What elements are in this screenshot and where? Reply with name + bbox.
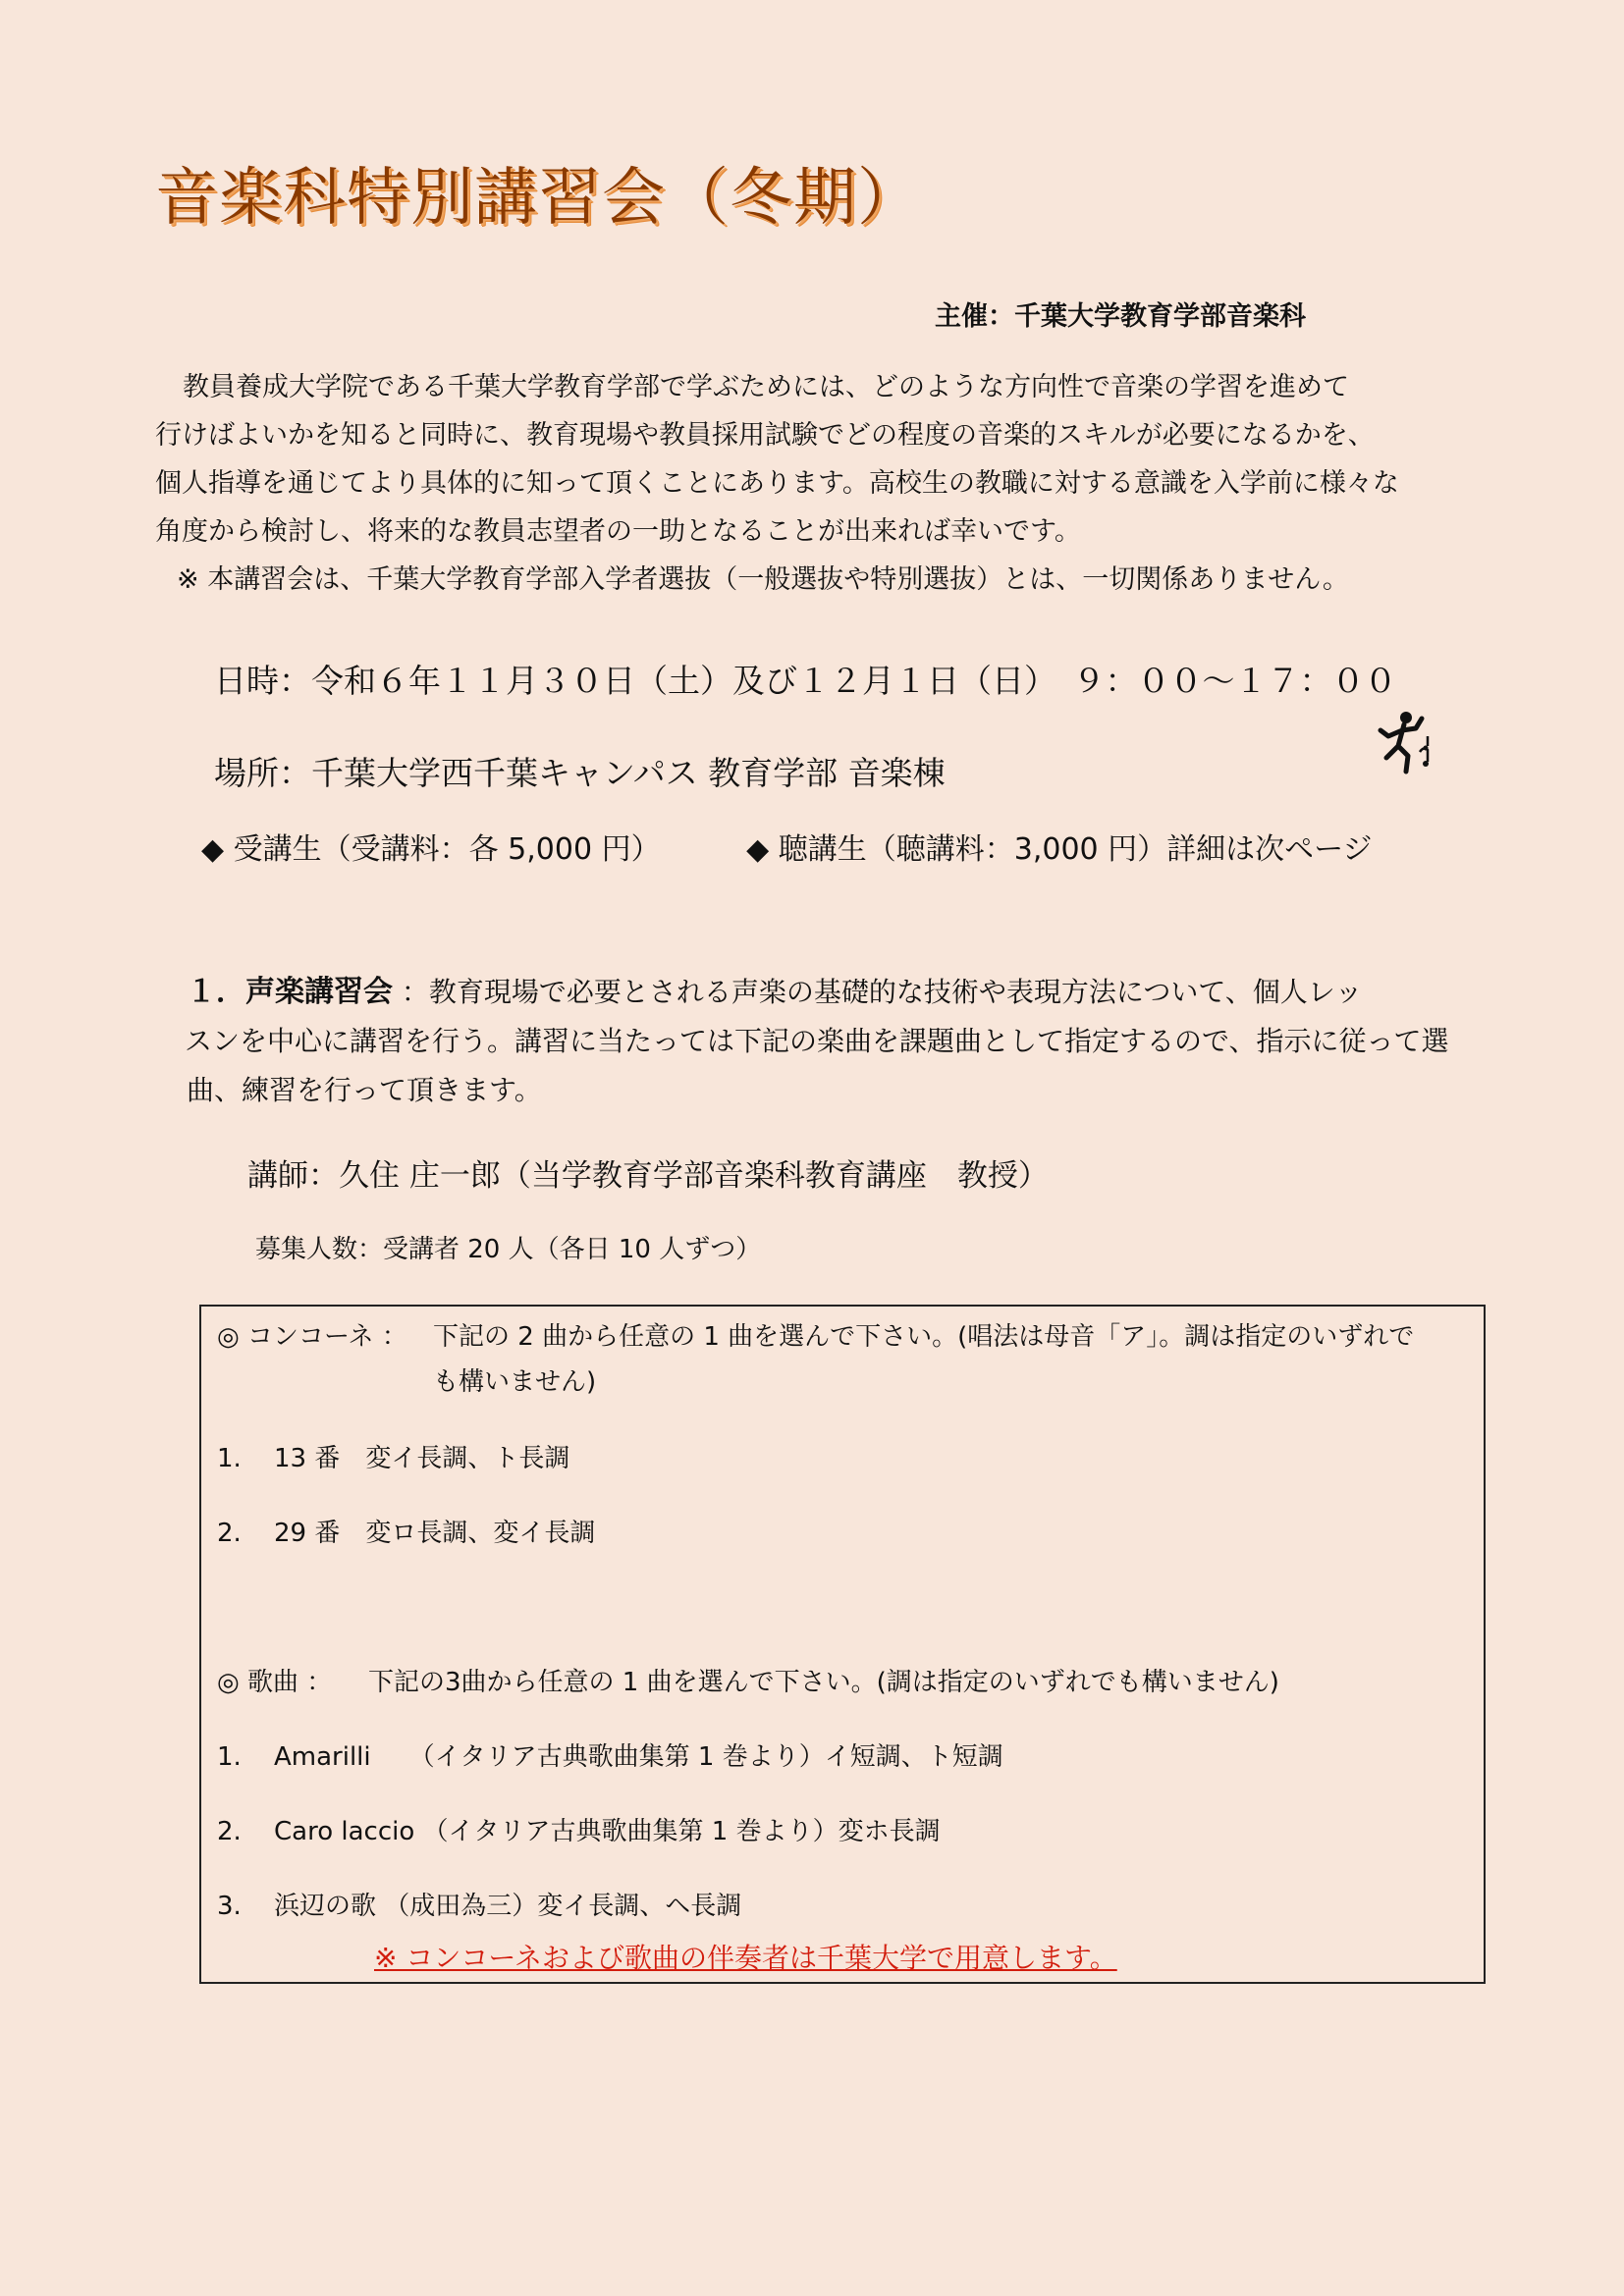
list-item-number: 3. bbox=[217, 1892, 242, 1921]
date-line: 日時：令和６年１１月３０日（土）及び１２月１日（日） ９：００～１７：００ bbox=[214, 662, 1397, 700]
intro-line: 教員養成大学院である千葉大学教育学部で学ぶためには、どのような方向性で音楽の学習を進めて bbox=[183, 372, 1349, 402]
list-item-text: Caro laccio （イタリア古典歌曲集第 1 巻より）変ホ長調 bbox=[274, 1817, 941, 1846]
vocal-section-first-line bbox=[187, 968, 1483, 1017]
vocal-section-heading: １．声楽講習会 bbox=[187, 975, 393, 1009]
list-item bbox=[217, 1438, 569, 1474]
vocal-section bbox=[187, 968, 1483, 1115]
list-item bbox=[217, 1736, 1003, 1773]
list-item-number: 2. bbox=[217, 1519, 242, 1548]
list-item bbox=[217, 1513, 595, 1549]
concone-heading: ◎ コンコーネ ： bbox=[217, 1322, 407, 1352]
vocal-section-text: スンを中心に講習を行う。講習に当たっては下記の楽曲を課題曲として指定するので、指示に従って選 bbox=[185, 1025, 1449, 1057]
list-item bbox=[217, 1886, 741, 1922]
dancer-icon bbox=[1373, 709, 1435, 777]
concone-description: 下記の 2 曲から任意の 1 曲を選んで下さい。(唱法は母音「ア」。調は指定のいずれで bbox=[433, 1322, 1415, 1352]
student-fee: ◆ 受講生（受講料：各 5,000 円） bbox=[201, 832, 661, 867]
songs-description: 下記の3曲から任意の 1 曲を選んで下さい。(調は指定のいずれでも構いません) bbox=[368, 1668, 1279, 1697]
list-item bbox=[217, 1811, 941, 1847]
list-item-text: 浜辺の歌 （成田為三）変イ長調、ヘ長調 bbox=[274, 1892, 742, 1921]
vocal-section-text: ：教育現場で必要とされる声楽の基礎的な技術や表現方法について、個人レッ bbox=[401, 976, 1363, 1008]
list-item-number: 2. bbox=[217, 1817, 242, 1846]
intro-line: 角度から検討し、将来的な教員志望者の一助となることが出来れば幸いです。 bbox=[155, 516, 1081, 547]
list-item-number: 1. bbox=[217, 1742, 242, 1772]
vocal-section-text: 曲、練習を行って頂きます。 bbox=[187, 1074, 542, 1106]
fee-line bbox=[201, 825, 1373, 868]
auditor-fee: ◆ 聴講生（聴講料：3,000 円）詳細は次ページ bbox=[746, 832, 1373, 867]
list-item-number: 1. bbox=[217, 1444, 242, 1473]
disclaimer-note: ※ 本講習会は、千葉大学教育学部入学者選抜（一般選抜や特別選抜）とは、一切関係ありません。 bbox=[177, 564, 1349, 595]
place-line: 場所：千葉大学西千葉キャンパス 教育学部 音楽棟 bbox=[214, 754, 946, 792]
intro-line: 行けばよいかを知ると同時に、教育現場や教員採用試験でどの程度の音楽的スキルが必要になるかを、 bbox=[155, 420, 1375, 451]
list-item-text: 13 番 変イ長調、ト長調 bbox=[274, 1444, 570, 1473]
intro-line: 個人指導を通じてより具体的に知って頂くことにあります。高校生の教職に対する意識を入学前に様々な bbox=[155, 468, 1399, 499]
recruit-count: 募集人数：受講者 20 人（各日 10 人ずつ） bbox=[255, 1235, 762, 1264]
organizer: 主催：千葉大学教育学部音楽科 bbox=[935, 301, 1306, 332]
repertoire-box bbox=[199, 1305, 1486, 1984]
concone-description: も構いません) bbox=[433, 1367, 597, 1397]
accompanist-warning: ※ コンコーネおよび歌曲の伴奏者は千葉大学で用意します。 bbox=[374, 1942, 1117, 1974]
list-item-text: 29 番 変ロ長調、変イ長調 bbox=[274, 1519, 596, 1548]
page-title: 音楽科特別講習会（冬期） bbox=[155, 162, 921, 235]
list-item-text: Amarilli （イタリア古典歌曲集第 1 巻より）イ短調、ト短調 bbox=[274, 1742, 1003, 1772]
songs-heading: ◎ 歌曲 ： bbox=[217, 1668, 333, 1697]
lecturer: 講師：久住 庄一郎（当学教育学部音楽科教育講座 教授） bbox=[247, 1158, 1049, 1194]
intro-paragraph bbox=[155, 363, 1481, 556]
